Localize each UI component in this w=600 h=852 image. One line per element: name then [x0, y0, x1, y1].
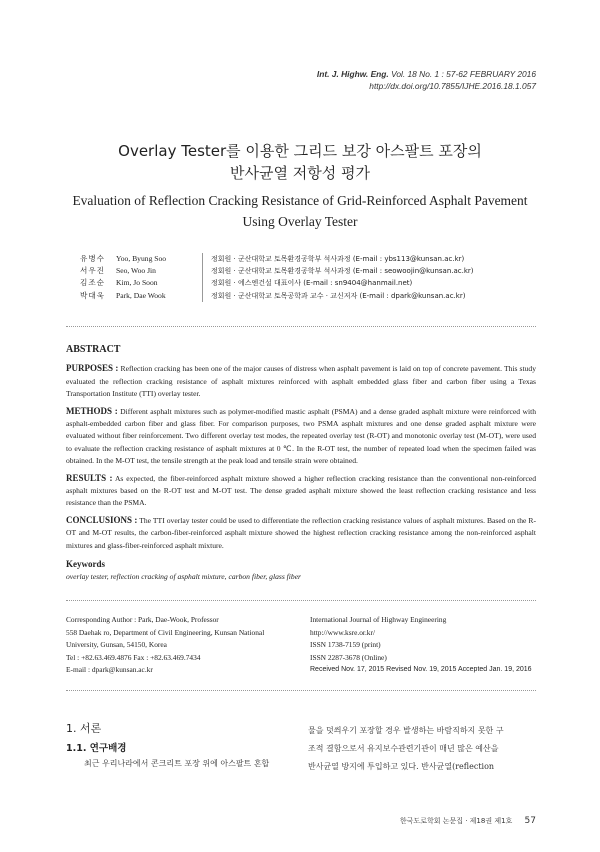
page-number: 57	[524, 816, 536, 826]
divider	[66, 600, 536, 601]
journal-url[interactable]: http://www.ksre.or.kr/	[310, 627, 376, 637]
corr-email: E-mail : dpark@kunsan.ac.kr	[66, 665, 153, 675]
body-text-left: 최근 우리나라에서 콘크리트 포장 위에 아스팔트 혼합	[84, 759, 270, 768]
journal-citation: Vol. 18 No. 1 : 57-62 FEBRUARY 2016	[391, 69, 536, 79]
doi-link[interactable]: http://dx.doi.org/10.7855/IJHE.2016.18.1.057	[369, 81, 536, 91]
purposes-label: PURPOSES :	[66, 363, 119, 374]
methods-paragraph	[66, 405, 536, 468]
author-name-en: Kim, Jo Soon	[116, 278, 158, 288]
results-label: RESULTS :	[66, 472, 113, 483]
purposes-text: Reflection cracking has been one of the major causes of distress when asphalt pavement is laid on top of concrete pavement. This study evaluated the reflection cracking resistance of asphalt mixtures reinforced with asphalt embedded glass fiber and carbon fiber using a Texas Transportation Institute (TTI) overlay tester.	[66, 364, 536, 399]
author-row	[80, 265, 474, 277]
divider	[66, 690, 536, 691]
conclusions-paragraph	[66, 514, 536, 552]
body-line: 조적 결함으로서 유지보수관련기관이 매년 많은 예산을	[308, 744, 499, 753]
purposes-paragraph	[66, 362, 536, 400]
abstract-heading: ABSTRACT	[66, 344, 121, 355]
author-name-ko: 유병수	[80, 254, 106, 263]
results-paragraph	[66, 472, 536, 510]
author-name-ko: 박대욱	[80, 290, 106, 300]
author-affiliation: 정회원 · 에스엔건설 대표이사 (E-mail : sn9404@hanmail.net)	[202, 277, 412, 289]
korean-title	[0, 140, 600, 184]
issn-print: ISSN 1738-7159 (print)	[310, 640, 381, 650]
methods-text: Different asphalt mixtures such as polymer-modified mastic asphalt (PSMA) and a dense graded asphalt mixture were reinforced with asphalt-embedded carbon fiber and glass fiber. For comparison purposes, two PSMA asphalt mixtures and one dense graded asphalt mixture were evaluated without fiber reinforcement. Two different overlay test modes, the repeated overlay test (R-OT) and monotonic overlay test (M-OT), were used to evaluate the reflection cracking resistance of asphalt mixtures at 0 ℃. In the R-OT test, the number of repeated load when the specimen failed was obtained. In the M-OT test, the tensile strength at the peak load and tensile strain were obtained.	[66, 406, 536, 466]
corr-line: 558 Daehak ro, Department of Civil Engineering, Kunsan National	[66, 627, 265, 637]
methods-label: METHODS :	[66, 405, 118, 416]
footer-journal: 한국도로학회 논문집 · 제18권 제1호	[399, 817, 513, 825]
journal-name: Int. J. Highw. Eng.	[316, 69, 389, 79]
author-name-ko: 김조순	[80, 278, 106, 288]
body-text-right	[308, 722, 536, 776]
english-title-line1: Evaluation of Reflection Cracking Resistance of Grid-Reinforced Asphalt Pavement	[72, 193, 528, 208]
author-name-en: Seo, Woo Jin	[116, 266, 156, 276]
author-row	[80, 277, 474, 289]
author-affiliation: 정회원 · 군산대학교 토목환경공학부 석사과정 (E-mail : seowoojin@kunsan.ac.kr)	[202, 265, 474, 277]
keywords-list: overlay tester, reflection cracking of asphalt mixture, carbon fiber, glass fiber	[66, 571, 302, 581]
author-name-en: Yoo, Byung Soo	[116, 254, 167, 263]
corresponding-author	[66, 614, 302, 677]
korean-title-line1: Overlay Tester를 이용한 그리드 보강 아스팔트 포장의	[118, 142, 482, 160]
author-row	[80, 290, 474, 302]
author-affiliation: 정회원 · 군산대학교 토목공학과 교수 · 교신저자 (E-mail : dpark@kunsan.ac.kr)	[202, 290, 465, 302]
received-dates: Received Nov. 17, 2015 Revised Nov. 19, 2015 Accepted Jan. 19, 2016	[310, 666, 532, 674]
author-row	[80, 253, 474, 265]
keywords-heading: Keywords	[66, 559, 105, 570]
corr-line: Corresponding Author : Park, Dae-Wook, Professor	[66, 615, 219, 624]
author-name-ko: 서우진	[80, 266, 106, 276]
journal-info	[310, 614, 540, 677]
conclusions-text: The TTI overlay tester could be used to differentiate the reflection cracking resistance values of asphalt mixtures. Based on the R-OT and M-OT results, the carbon-fiber-reinforced asphalt mixture showed the highest reflection cracking resistance among the non-reinforced asphalt mixtures and glass-fiber-reinforced asphalt mixture.	[66, 515, 537, 550]
corr-line: University, Gunsan, 54150, Korea	[66, 640, 167, 650]
results-text: As expected, the fiber-reinforced asphalt mixture showed a higher reflection cracking resistance than the conventional non-reinforced asphalt mixtures based on the R-OT test and M-OT test. The dense graded asphalt mixture showed the least reflection cracking resistance and less resistance than the PSMA.	[66, 473, 536, 508]
subsection-heading: 1.1. 연구배경	[66, 743, 127, 754]
section-heading: 1. 서론	[66, 722, 102, 735]
issn-online: ISSN 2287-3678 (Online)	[310, 652, 387, 662]
body-line: 반사균열 방지에 투입하고 있다. 반사균열(reflection	[308, 762, 495, 771]
english-title-line2: Using Overlay Tester	[242, 214, 358, 229]
abstract	[66, 344, 536, 583]
journal-reference	[317, 68, 536, 92]
journal-info-line: International Journal of Highway Engineering	[310, 615, 447, 624]
korean-title-line2: 반사균열 저항성 평가	[230, 164, 370, 182]
conclusions-label: CONCLUSIONS :	[66, 514, 138, 525]
author-name-en: Park, Dae Wook	[116, 290, 166, 300]
english-title	[0, 190, 600, 232]
corr-line: Tel : +82.63.469.4876 Fax : +82.63.469.7434	[66, 652, 201, 662]
divider	[66, 326, 536, 327]
author-affiliation: 정회원 · 군산대학교 토목환경공학부 석사과정 (E-mail : ybs113@kunsan.ac.kr)	[202, 253, 464, 265]
author-list	[80, 253, 474, 302]
body-line: 물을 덧씌우기 포장할 경우 발생하는 바람직하지 못한 구	[308, 726, 504, 735]
page-footer	[400, 816, 536, 826]
